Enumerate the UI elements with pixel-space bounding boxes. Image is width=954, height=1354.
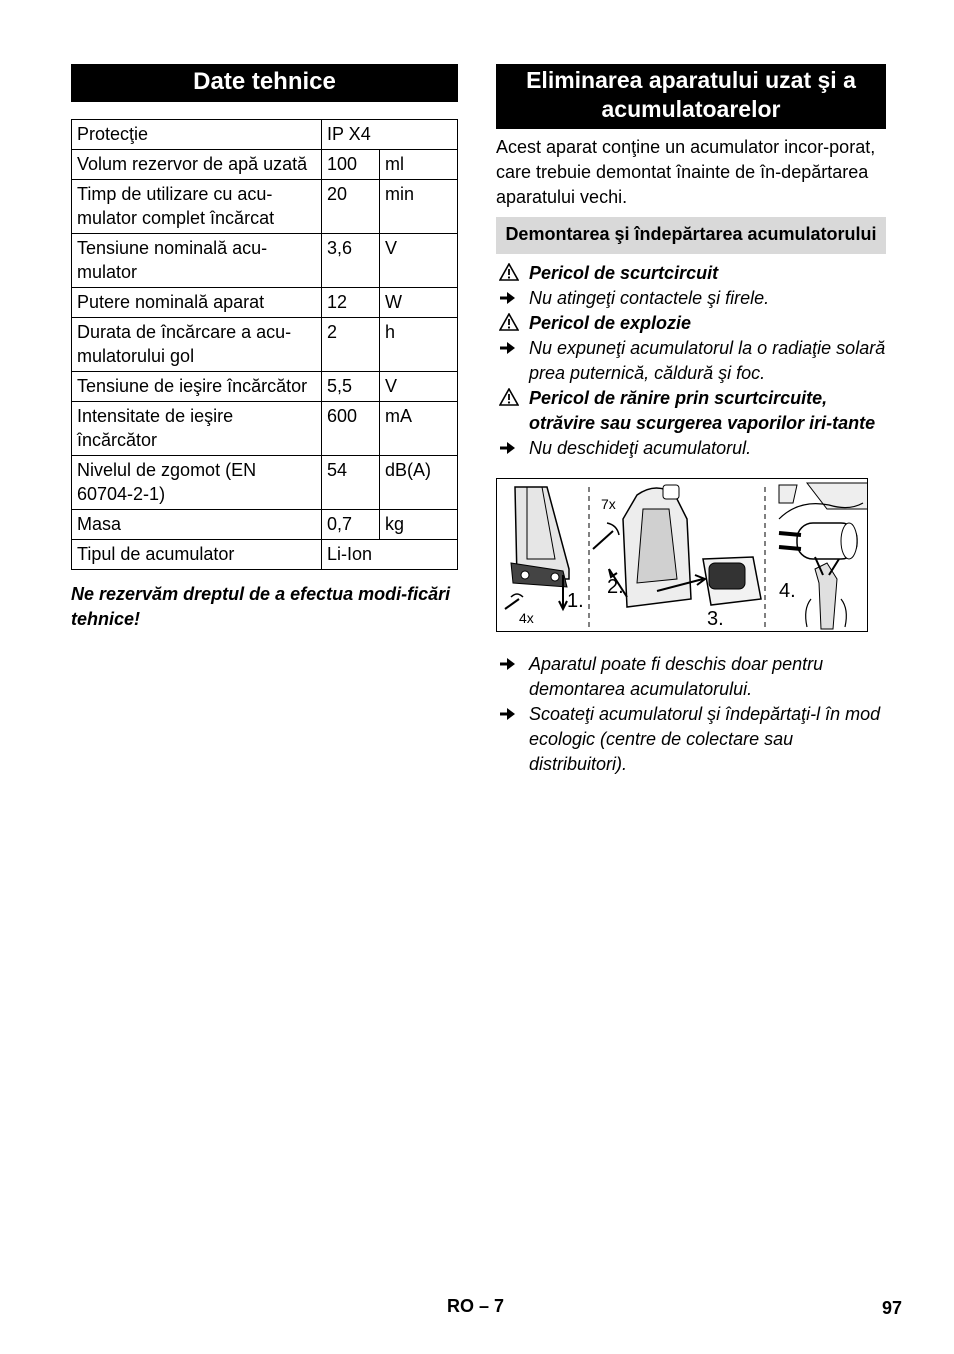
- safety-list: [496, 261, 886, 461]
- spec-row: [72, 456, 458, 510]
- spec-unit: V: [380, 234, 458, 288]
- spec-value: 0,7: [322, 510, 380, 540]
- section-title-disposal: Eliminarea aparatului uzat şi a acumulatoarelor: [496, 64, 886, 129]
- spec-unit: mA: [380, 402, 458, 456]
- spec-row: [72, 150, 458, 180]
- spec-value: 3,6: [322, 234, 380, 288]
- arrow-right-icon: [499, 702, 517, 727]
- spec-unit: V: [380, 372, 458, 402]
- technical-data-table: [71, 119, 458, 570]
- step-2-label: 2.: [607, 576, 624, 598]
- step-3-label: 3.: [707, 608, 724, 630]
- spec-label: Tensiune de ieşire încărcător: [72, 372, 322, 402]
- instruction-item: [496, 336, 886, 386]
- spec-unit: dB(A): [380, 456, 458, 510]
- item-text: Nu deschideţi acumulatorul.: [529, 438, 752, 458]
- warning-triangle-icon: [499, 386, 519, 411]
- spec-value: 5,5: [322, 372, 380, 402]
- spec-value: 12: [322, 288, 380, 318]
- item-text: Nu expuneţi acumulatorul la o radiaţie solară prea puternică, căldură şi foc.: [529, 338, 886, 383]
- arrow-right-icon: [499, 652, 517, 677]
- spec-value: IP X4: [322, 120, 458, 150]
- spec-value: 600: [322, 402, 380, 456]
- spec-value: 54: [322, 456, 380, 510]
- warning-triangle-icon: [499, 311, 519, 336]
- disposal-intro: Acest aparat conţine un acumulator incor-porat, care trebuie demontat înainte de în-depărtarea aparatului vechi.: [496, 137, 876, 207]
- spec-value: Li-Ion: [322, 540, 458, 570]
- instruction-item: [496, 436, 886, 461]
- spec-row: [72, 120, 458, 150]
- spec-unit: kg: [380, 510, 458, 540]
- item-text: Scoateţi acumulatorul şi îndepărtaţi-l în mod ecologic (centre de colectare sau distribuitori).: [529, 704, 881, 774]
- spec-label: Tipul de acumulator: [72, 540, 322, 570]
- instruction-item: [496, 286, 886, 311]
- section-title-technical-data: Date tehnice: [71, 64, 458, 102]
- step-4-label: 4.: [779, 580, 796, 602]
- spec-row: [72, 288, 458, 318]
- spec-label: Putere nominală aparat: [72, 288, 322, 318]
- arrow-right-icon: [499, 436, 517, 461]
- item-text: Pericol de scurtcircuit: [529, 263, 719, 283]
- spec-label: Masa: [72, 510, 322, 540]
- item-text: Aparatul poate fi deschis doar pentru demontarea acumulatorului.: [529, 654, 824, 699]
- removal-instructions-list: [496, 652, 886, 777]
- spec-value: 20: [322, 180, 380, 234]
- spec-row: [72, 510, 458, 540]
- battery-removal-illustration: [496, 478, 868, 632]
- page-number: 97: [882, 1298, 903, 1318]
- technical-changes-note: Ne rezervăm dreptul de a efectua modi-ficări tehnice!: [71, 584, 451, 629]
- spec-value: 100: [322, 150, 380, 180]
- item-text: Pericol de explozie: [529, 313, 692, 333]
- spec-unit: ml: [380, 150, 458, 180]
- spec-row: [72, 402, 458, 456]
- step-1-label: 1.: [567, 590, 584, 612]
- spec-label: Tensiune nominală acu-mulator: [72, 234, 322, 288]
- spec-row: [72, 540, 458, 570]
- battery-removal-subheading: Demontarea şi îndepărtarea acumulatorului: [496, 217, 886, 254]
- spec-unit: h: [380, 318, 458, 372]
- spec-row: [72, 372, 458, 402]
- spec-label: Volum rezervor de apă uzată: [72, 150, 322, 180]
- spec-label: Protecţie: [72, 120, 322, 150]
- spec-row: [72, 318, 458, 372]
- spec-row: [72, 180, 458, 234]
- arrow-right-icon: [499, 286, 517, 311]
- footer-language-code: RO – 7: [447, 1296, 505, 1316]
- item-text: Pericol de rănire prin scurtcircuite, otrăvire sau scurgerea vaporilor iri-tante: [529, 388, 876, 433]
- screw-count-4x: 4x: [519, 610, 534, 626]
- spec-row: [72, 234, 458, 288]
- item-text: Nu atingeţi contactele şi firele.: [529, 288, 770, 308]
- spec-label: Nivelul de zgomot (EN 60704-2-1): [72, 456, 322, 510]
- disposal-section: [496, 64, 886, 777]
- warning-item: [496, 386, 886, 436]
- spec-unit: min: [380, 180, 458, 234]
- warning-triangle-icon: [499, 261, 519, 286]
- arrow-right-icon: [499, 336, 517, 361]
- spec-value: 2: [322, 318, 380, 372]
- spec-label: Timp de utilizare cu acu-mulator complet încărcat: [72, 180, 322, 234]
- instruction-item: [496, 652, 886, 702]
- battery-removal-drawing: [497, 479, 868, 632]
- warning-item: [496, 311, 886, 336]
- technical-data-section: [71, 64, 458, 632]
- spec-label: Intensitate de ieşire încărcător: [72, 402, 322, 456]
- spec-label: Durata de încărcare a acu-mulatorului gol: [72, 318, 322, 372]
- spec-unit: W: [380, 288, 458, 318]
- screw-count-7x: 7x: [601, 496, 616, 512]
- warning-item: [496, 261, 886, 286]
- instruction-item: [496, 702, 886, 777]
